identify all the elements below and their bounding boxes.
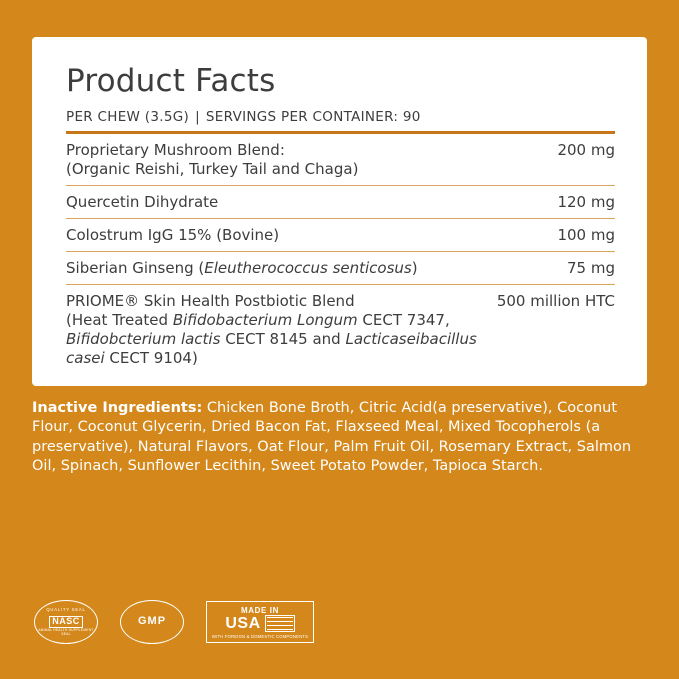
servings-per-container: SERVINGS PER CONTAINER: 90	[205, 109, 421, 125]
ingredient-name	[66, 292, 497, 368]
ingredient-name-line1: PRIOME® Skin Health Postbiotic Blend	[66, 292, 355, 311]
ingredient-amount: 100 mg	[557, 226, 615, 245]
table-row	[66, 186, 615, 219]
ingredient-name: Quercetin Dihydrate	[66, 193, 219, 212]
ingredient-amount: 500 million HTC	[496, 292, 615, 311]
ingredient-table	[66, 134, 615, 374]
ingredient-amount: 75 mg	[567, 259, 615, 278]
product-facts-panel	[32, 37, 647, 386]
table-row	[66, 134, 615, 186]
table-row	[66, 285, 615, 374]
usa-sub-label: WITH FOREIGN & DOMESTIC COMPONENTS	[211, 633, 309, 639]
inactive-ingredients-text: Chicken Bone Broth, Citric Acid(a preservative), Coconut Flour, Coconut Glycerin, Dried Bacon Fat, Flaxseed Meal, Mixed Tocopherols (a preservative), Natural Flavors, Oat Flour, Palm Fruit Oil, Rosemary Extract, Salmon Oil, Spinach, Sunflower Lecithin, Sweet Potato Powder, Tapioca Starch.	[32, 400, 632, 474]
serving-size: PER CHEW (3.5G)	[66, 109, 190, 125]
inactive-ingredients-heading: Inactive Ingredients:	[32, 400, 203, 416]
ingredient-amount: 200 mg	[557, 141, 615, 159]
made-in-label: MADE IN	[241, 605, 279, 615]
serving-separator: |	[195, 109, 200, 125]
nasc-top-text: QUALITY SEAL	[46, 606, 86, 612]
nasc-seal-icon	[34, 600, 98, 644]
nasc-main-text: NASC	[49, 616, 83, 627]
gmp-seal-icon	[120, 600, 184, 644]
certification-badges	[34, 600, 314, 644]
ingredient-name: Siberian Ginseng (Eleutherococcus senticosus)	[66, 259, 418, 278]
table-row	[66, 252, 615, 285]
ingredient-name-line1: Proprietary Mushroom Blend:	[66, 141, 285, 159]
made-in-usa-icon	[206, 601, 314, 643]
nasc-bottom-text: ANIMAL HEALTH SUPPLEMENT SEAL	[38, 628, 94, 636]
ingredient-amount: 120 mg	[557, 193, 615, 212]
ingredient-name	[66, 141, 370, 179]
inactive-ingredients	[32, 399, 647, 476]
ingredient-name-line2: (Organic Reishi, Turkey Tail and Chaga)	[66, 160, 359, 179]
page-title: Product Facts	[66, 63, 276, 99]
ingredient-name: Colostrum IgG 15% (Bovine)	[66, 226, 280, 245]
gmp-text: GMP	[137, 615, 167, 628]
ingredient-name-line2: (Heat Treated Bifidobacterium Longum CECT 7347, Bifidobcterium lactis CECT 8145 and Lacticaseibacillus casei CECT 9104)	[66, 311, 477, 368]
serving-info	[66, 109, 615, 125]
flag-icon	[265, 615, 295, 632]
table-row	[66, 219, 615, 252]
usa-label: USA	[225, 614, 261, 632]
